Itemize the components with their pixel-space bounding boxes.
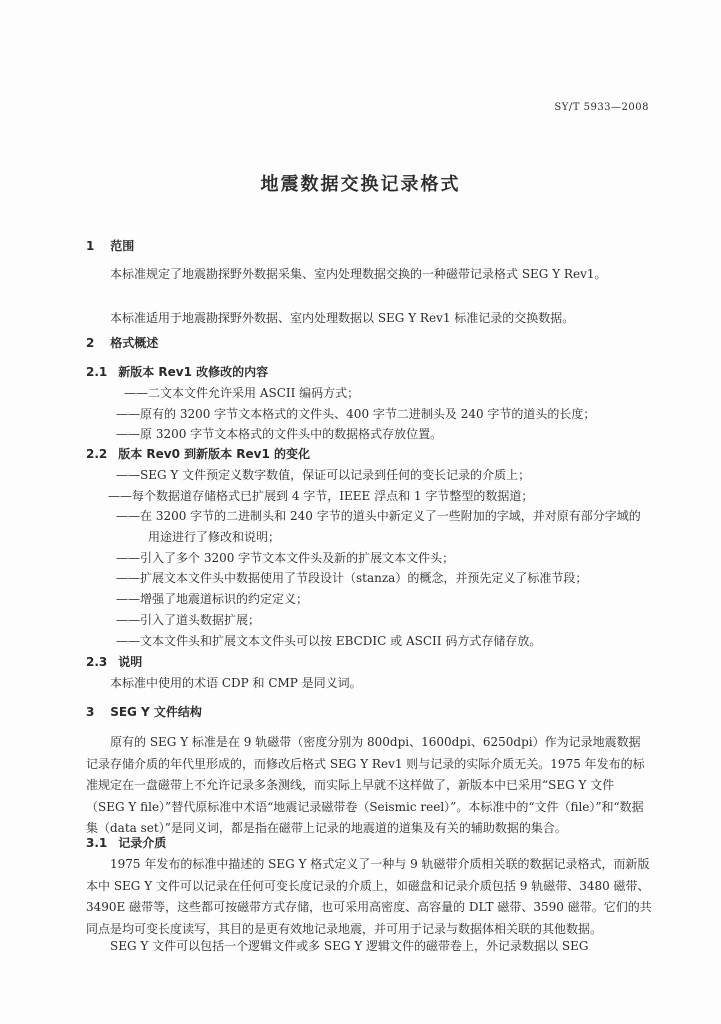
list-item: ——引入了道头数据扩展； [116, 613, 261, 627]
list-item: ——引入了多个 3200 字节文本文件头及新的扩展文本文件头； [116, 551, 455, 565]
section-2-heading [86, 333, 158, 355]
section-number: 2.1 [86, 365, 108, 379]
section-number: 3 [86, 705, 95, 719]
list-item: ——原 3200 字节文本格式的文件头中的数据格式存放位置。 [116, 427, 443, 441]
section-title: 版本 Rev0 到新版本 Rev1 的变化 [118, 447, 311, 461]
list-item: ——增强了地震道标识的约定定义； [116, 592, 309, 606]
list-item: ——原有的 3200 字节文本格式的文件头、400 字节二进制头及 240 字节的道头的长度； [116, 407, 596, 421]
list-item: ——每个数据道存储格式已扩展到 4 字节，IEEE 浮点和 1 字节整型的数据道； [108, 489, 534, 503]
section-2-1-heading [86, 362, 268, 384]
section-number: 2 [86, 336, 95, 350]
section-3-heading [86, 702, 202, 724]
section-1-paragraph-1: 本标准规定了地震勘探野外数据采集、室内处理数据交换的一种磁带记录格式 SEG Y Rev1。 [110, 267, 607, 281]
section-3-1-heading [86, 833, 166, 855]
section-2-3-heading [86, 652, 142, 674]
section-title: 记录介质 [118, 836, 167, 850]
section-1-heading [86, 236, 134, 258]
section-3-paragraph-1: 原有的 SEG Y 标准是在 9 轨磁带（密度分别为 800dpi、1600dpi、6250dpi）作为记录地震数据记录存储介质的年代里形成的，而修改后格式 SEG Y Rev1 则与记录的实际介质无关。1975 年发布的标准规定在一盘磁带上不允许记录多条测线，而实际上早就不这样做了，新版本中已采用“SEG Y 文件（SEG Y file）”替代原标准中术语“地震记录磁带卷（Seismic reel）”。本标准中的“文件（file）”和“数据集（data set）”是同义词，都是指在磁带上记录的地震道的道集及有关的辅助数据的集合。 [86, 735, 645, 835]
list-item: ——扩展文本文件头中数据使用了节段设计（stanza）的概念，并预先定义了标准节段； [116, 571, 588, 585]
section-2-2-heading [86, 444, 310, 466]
section-title: 范围 [110, 239, 135, 253]
document-title: 地震数据交换记录格式 [260, 174, 461, 195]
section-number: 2.2 [86, 447, 108, 461]
section-3-1-paragraph-2: SEG Y 文件可以包括一个逻辑文件或多 SEG Y 逻辑文件的磁带卷上，外记录数据以 SEG [110, 939, 589, 953]
section-title: 说明 [118, 655, 143, 669]
list-item: ——文本文件头和扩展文本文件头可以按 EBCDIC 或 ASCII 码方式存储存放。 [116, 634, 542, 648]
list-item: ——二文本文件允许采用 ASCII 编码方式； [124, 386, 360, 400]
section-title: 新版本 Rev1 改修改的内容 [118, 365, 269, 379]
section-number: 1 [86, 239, 95, 253]
section-1-paragraph-2: 本标准适用于地震勘探野外数据、室内处理数据以 SEG Y Rev1 标准记录的交换数据。 [110, 311, 575, 325]
list-item: ——SEG Y 文件预定义数字数值，保证可以记录到任何的变长记录的介质上； [116, 468, 531, 482]
section-title: SEG Y 文件结构 [110, 705, 202, 719]
section-2-3-paragraph: 本标准中使用的术语 CDP 和 CMP 是同义词。 [110, 676, 362, 690]
list-item-continuation: 用途进行了修改和说明； [148, 530, 281, 544]
section-3-1-paragraph-1: 1975 年发布的标准中描述的 SEG Y 格式定义了一种与 9 轨磁带介质相关联的数据记录格式，而新版本中 SEG Y 文件可以记录在任何可变长度记录的介质上，如磁盘和记录介质包括 9 轨磁带、3480 磁带、3490E 磁带等，这些都可按磁带方式存储，也可采用高密度、高容量的 DLT 磁带、3590 磁带。它们的共同点是均可变长度读写，其目的是更有效地记录地震，并可用于记录与数据体相关联的其他数据。 [86, 857, 652, 936]
list-item: ——在 3200 字节的二进制头和 240 字节的道头中新定义了一些附加的字域，并对原有部分字域的 [116, 509, 641, 523]
standard-number: SY/T 5933—2008 [554, 102, 649, 113]
section-number: 2.3 [86, 655, 108, 669]
section-number: 3.1 [86, 836, 108, 850]
section-title: 格式概述 [110, 336, 159, 350]
